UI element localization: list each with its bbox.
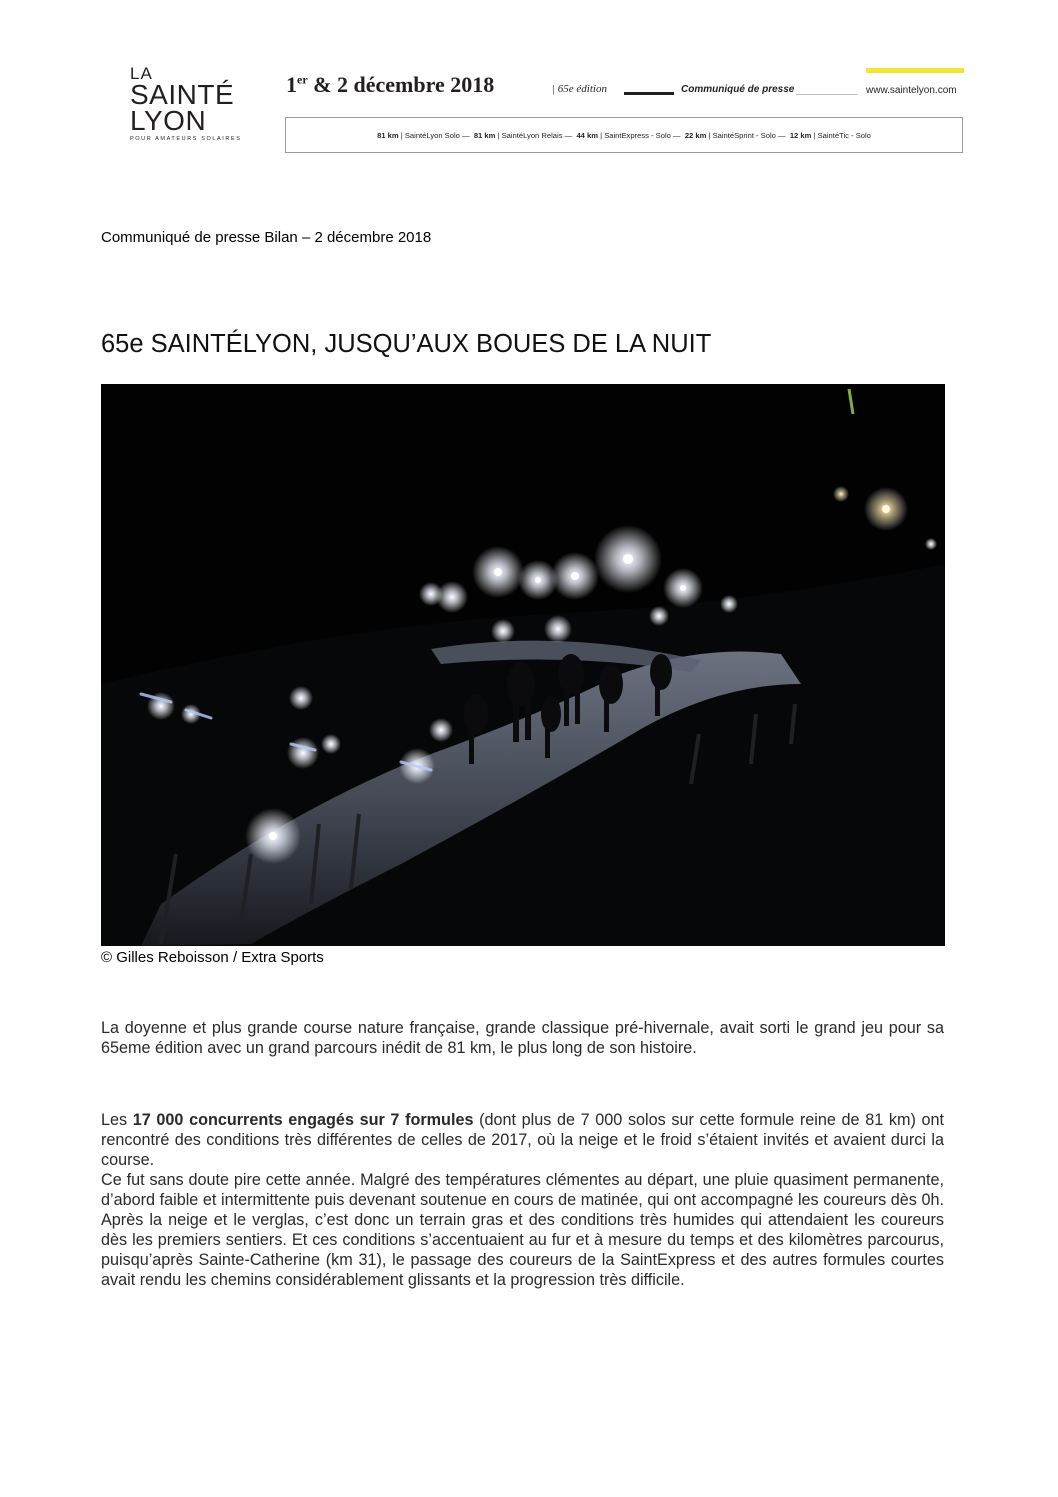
header-divider bbox=[624, 92, 674, 95]
distance-name: SaintéLyon Solo bbox=[404, 130, 460, 140]
photo-credit: © Gilles Reboisson / Extra Sports bbox=[101, 949, 324, 966]
highlight-participants: 17 000 concurrents engagés sur 7 formules bbox=[132, 1111, 474, 1129]
distance-km: 12 km bbox=[789, 130, 812, 140]
date-superscript: er bbox=[297, 72, 308, 87]
date-rest: & 2 décembre 2018 bbox=[307, 72, 495, 97]
paragraph-text: Les bbox=[101, 1111, 133, 1129]
distances-banner: 81 km | SaintéLyon Solo — 81 km | SaintéLyon Relais — 44 km | SaintExpress - Solo — 22 km | SaintéSprint - Solo — 12 km | SaintéTic - Solo bbox=[285, 117, 963, 153]
logo-line-sainte: SAINTÉ bbox=[130, 79, 235, 110]
distance-km: 81 km bbox=[473, 130, 496, 140]
accent-bar bbox=[866, 68, 964, 73]
logo-line-la: LA bbox=[130, 64, 153, 83]
header-thin-divider bbox=[796, 94, 858, 95]
event-date bbox=[286, 72, 494, 98]
logo bbox=[130, 66, 256, 142]
distance-km: 22 km bbox=[684, 130, 707, 140]
date-number: 1 bbox=[286, 72, 297, 97]
distance-name: SaintéSprint - Solo bbox=[712, 130, 776, 140]
press-release-label: Communiqué de presse bbox=[681, 84, 795, 95]
logo-line-lyon: LYON bbox=[130, 105, 207, 136]
paragraph-text: (dont plus de 7 000 solos sur cette formule reine de 81 km) ont rencontré des conditions très différentes de celles de 2017, où la neige et le froid s’étaient invités et avaient durci la course. bbox=[101, 1111, 944, 1169]
distance-name: SaintéTic - Solo bbox=[817, 130, 871, 140]
website-link[interactable]: www.saintelyon.com bbox=[866, 85, 957, 96]
page-title: 65e SAINTÉLYON, JUSQU’AUX BOUES DE LA NUIT bbox=[101, 330, 712, 358]
distance-name: SaintExpress - Solo bbox=[604, 130, 671, 140]
night-race-photo bbox=[101, 384, 945, 946]
edition-label: | 65e édition bbox=[552, 83, 607, 95]
paragraph-weather: Ce fut sans doute pire cette année. Malgré des températures clémentes au départ, une pluie quasiment permanente, d’abord faible et intermittente puis devenant soutenue en cours de matinée, qui ont accompagné les coureurs dès 0h. Après la neige et le verglas, c’est donc un terrain gras et des conditions très humides qui attendaient les coureurs dès les premiers sentiers. Et ces conditions s’accentuaient au fur et à mesure du temps et des kilomètres parcourus, puisqu’après Sainte-Catherine (km 31), le passage des coureurs de la SaintExpress et des autres formules courtes avait rendu les chemins considérablement glissants et la progression très difficile. bbox=[101, 1171, 944, 1289]
distance-km: 81 km bbox=[377, 130, 399, 140]
distance-name: SaintéLyon Relais bbox=[501, 130, 563, 140]
paragraph-intro: La doyenne et plus grande course nature française, grande classique pré-hivernale, avait sorti le grand jeu pour sa 65eme édition avec un grand parcours inédit de 81 km, le plus long de son histoire. bbox=[101, 1019, 944, 1057]
distance-km: 44 km bbox=[576, 130, 598, 140]
document-subtitle: Communiqué de presse Bilan – 2 décembre 2018 bbox=[101, 229, 432, 246]
paragraph-conditions bbox=[101, 1110, 944, 1290]
logo-tagline: POUR AMATEURS SOLAIRES bbox=[130, 136, 242, 142]
